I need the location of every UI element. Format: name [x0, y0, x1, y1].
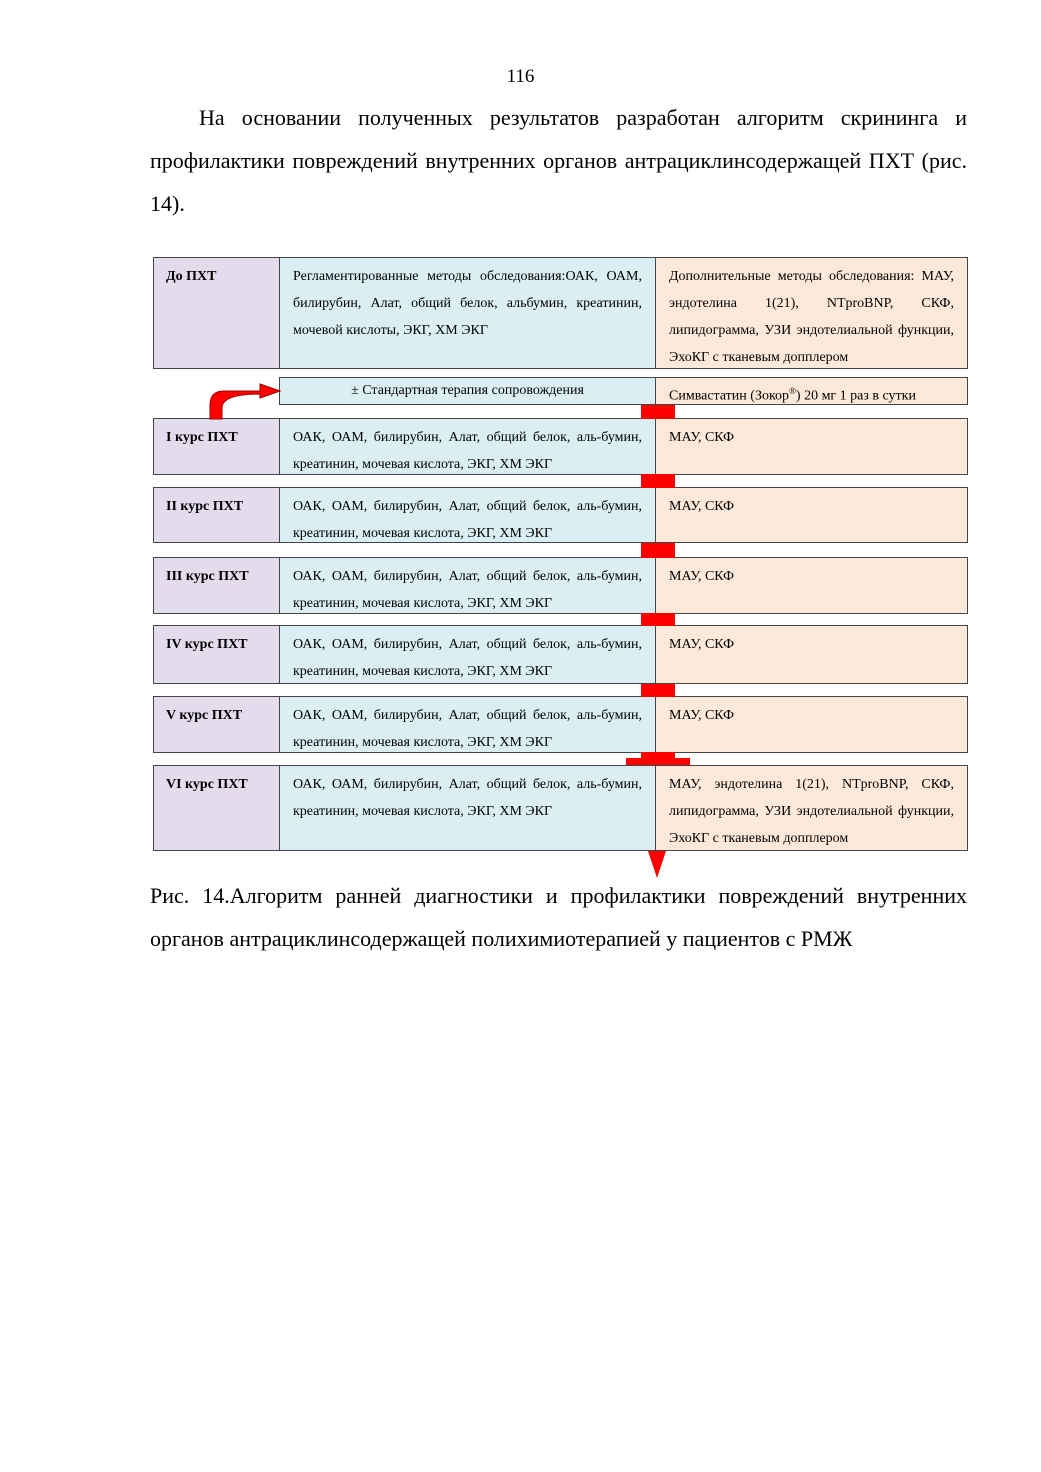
stage-label: II курс ПХТ: [154, 488, 280, 542]
stage-label: IV курс ПХТ: [154, 626, 280, 683]
simvastatin-prefix: Симвастатин (Зокор: [669, 388, 790, 404]
intro-paragraph: На основании полученных результатов разработан алгоритм скрининга и профилактики повреждений внутренних органов антрациклинсодержащей ПХТ (рис. 14).: [150, 105, 967, 216]
stage-label: V курс ПХТ: [154, 697, 280, 752]
additional-methods-before: Дополнительные методы обследования: МАУ, эндотелина 1(21), NTproBNP, СКФ, липидограмма, УЗИ эндотелиальной функции, ЭхоКГ с тканевым допплером: [656, 258, 967, 368]
registered-mark: ®: [789, 386, 796, 396]
regulated-methods: ОАК, ОАМ, билирубин, Алат, общий белок, аль-бумин, креатинин, мочевая кислота, ЭКГ, ХМ ЭКГ: [280, 419, 656, 474]
regulated-methods-before: Регламентированные методы обследования:ОАК, ОАМ, билирубин, Алат, общий белок, альбумин, креатинин, мочевой кислоты, ЭКГ, ХМ ЭКГ: [280, 258, 656, 368]
curved-arrow-icon: [210, 384, 280, 419]
additional-methods: МАУ, СКФ: [656, 419, 967, 474]
additional-methods: МАУ, СКФ: [656, 697, 967, 752]
regulated-methods: ОАК, ОАМ, билирубин, Алат, общий белок, аль-бумин, креатинин, мочевая кислота, ЭКГ, ХМ ЭКГ: [280, 558, 656, 613]
additional-methods: МАУ, СКФ: [656, 488, 967, 542]
stage-label-before: До ПХТ: [154, 258, 280, 368]
additional-methods: МАУ, СКФ: [656, 626, 967, 683]
regulated-methods: ОАК, ОАМ, билирубин, Алат, общий белок, аль-бумин, креатинин, мочевая кислота, ЭКГ, ХМ ЭКГ: [280, 488, 656, 542]
page-number: 116: [506, 66, 535, 87]
regulated-methods: ОАК, ОАМ, билирубин, Алат, общий белок, аль-бумин, креатинин, мочевая кислота, ЭКГ, ХМ ЭКГ: [280, 626, 656, 683]
stage-label: III курс ПХТ: [154, 558, 280, 613]
regulated-methods: ОАК, ОАМ, билирубин, Алат, общий белок, аль-бумин, креатинин, мочевая кислота, ЭКГ, ХМ ЭКГ: [280, 697, 656, 752]
figure-caption: Рис. 14.Алгоритм ранней диагностики и профилактики повреждений внутренних органов антрациклинсодержащей полихимиотерапией у пациентов с РМЖ: [150, 883, 967, 951]
stage-label: I курс ПХТ: [154, 419, 280, 474]
additional-methods: МАУ, СКФ: [656, 558, 967, 613]
regulated-methods: ОАК, ОАМ, билирубин, Алат, общий белок, аль-бумин, креатинин, мочевая кислота, ЭКГ, ХМ ЭКГ: [280, 766, 656, 850]
additional-methods: МАУ, эндотелина 1(21), NTproBNP, СКФ, липидограмма, УЗИ эндотелиальной функции, ЭхоКГ с тканевым допплером: [656, 766, 967, 850]
simvastatin-suffix: ) 20 мг 1 раз в сутки: [795, 388, 916, 404]
flow-connector-flared: [626, 752, 690, 765]
standard-therapy-box: ± Стандартная терапия сопровождения: [279, 377, 656, 405]
stage-label: VI курс ПХТ: [154, 766, 280, 850]
